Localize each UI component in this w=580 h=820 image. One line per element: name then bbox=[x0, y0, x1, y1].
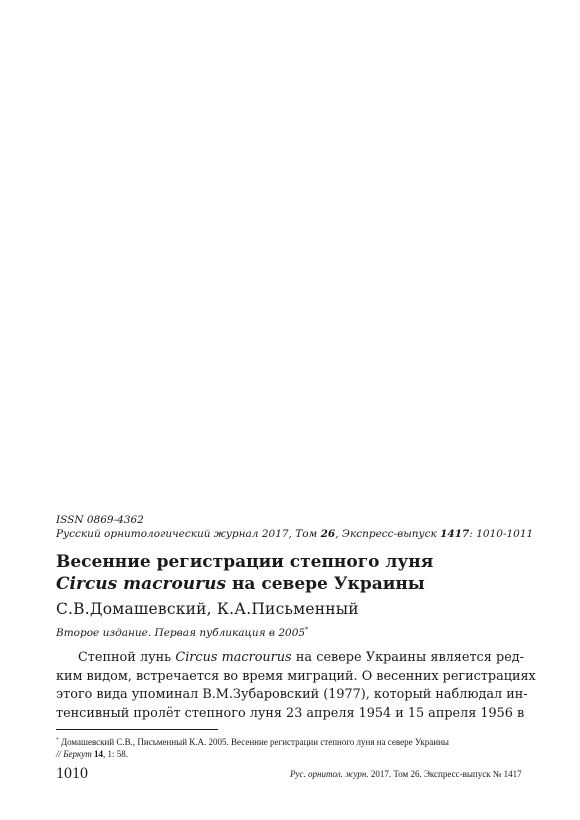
article-title bbox=[56, 551, 433, 595]
edition-note bbox=[56, 627, 308, 639]
footnote-line2 bbox=[56, 748, 449, 760]
footnote-pages: , 1: 58. bbox=[103, 749, 129, 759]
running-footer-rest: 2017. Том 26. Экспресс-выпуск № 1417 bbox=[368, 769, 522, 779]
journal-issue-label: , Экспресс-выпуск bbox=[335, 528, 437, 540]
issn-line: ISSN 0869-4362 bbox=[56, 514, 144, 526]
authors: С.В.Домашевский, К.А.Письменный bbox=[56, 600, 359, 618]
edition-note-text: Второе издание. Первая публикация в 2005 bbox=[56, 627, 306, 639]
footnote bbox=[56, 736, 449, 760]
body-line: ким видом, встречается во время миграций. О весенних регистрациях bbox=[56, 668, 536, 684]
running-footer-journal: Рус. орнитол. журн. bbox=[290, 769, 369, 779]
body-paragraph bbox=[56, 649, 536, 723]
footnote-volume: 14 bbox=[94, 749, 104, 759]
running-footer bbox=[290, 769, 524, 779]
body-line bbox=[56, 649, 524, 668]
footnote-marker: * bbox=[56, 737, 59, 743]
journal-citation bbox=[56, 528, 533, 540]
footnote-text: Домашевский С.В., Письменный К.А. 2005. Весенние регистрации степного луня на севере Украины bbox=[58, 737, 449, 747]
body-line: этого вида упоминал В.М.Зубаровский (1977), который наблюдал ин- bbox=[56, 687, 528, 702]
body-text: на севере Украины является ред- bbox=[291, 650, 525, 665]
article-title-species: Circus macrourus bbox=[56, 574, 227, 594]
journal-issue-number: 1417 bbox=[440, 528, 470, 540]
journal-volume: 26 bbox=[320, 528, 336, 540]
body-text: Степной лунь bbox=[78, 650, 176, 665]
edition-footnote-marker: * bbox=[305, 626, 309, 634]
article-title-rest: на севере Украины bbox=[226, 574, 425, 594]
page-number: 1010 bbox=[56, 765, 88, 782]
article-title-line2 bbox=[56, 573, 433, 595]
footnote-line1 bbox=[56, 736, 449, 748]
body-line: тенсивный пролёт степного луня 23 апреля 1954 и 15 апреля 1956 в bbox=[56, 705, 525, 721]
body-species: Circus macrourus bbox=[175, 650, 292, 665]
footnote-divider bbox=[56, 729, 218, 730]
footnote-source: // Беркут bbox=[56, 749, 92, 759]
journal-pages: : 1010-1011 bbox=[469, 528, 534, 540]
journal-name: Русский орнитологический журнал 2017, Том bbox=[56, 528, 318, 540]
article-title-line1: Весенние регистрации степного луня bbox=[56, 552, 434, 572]
